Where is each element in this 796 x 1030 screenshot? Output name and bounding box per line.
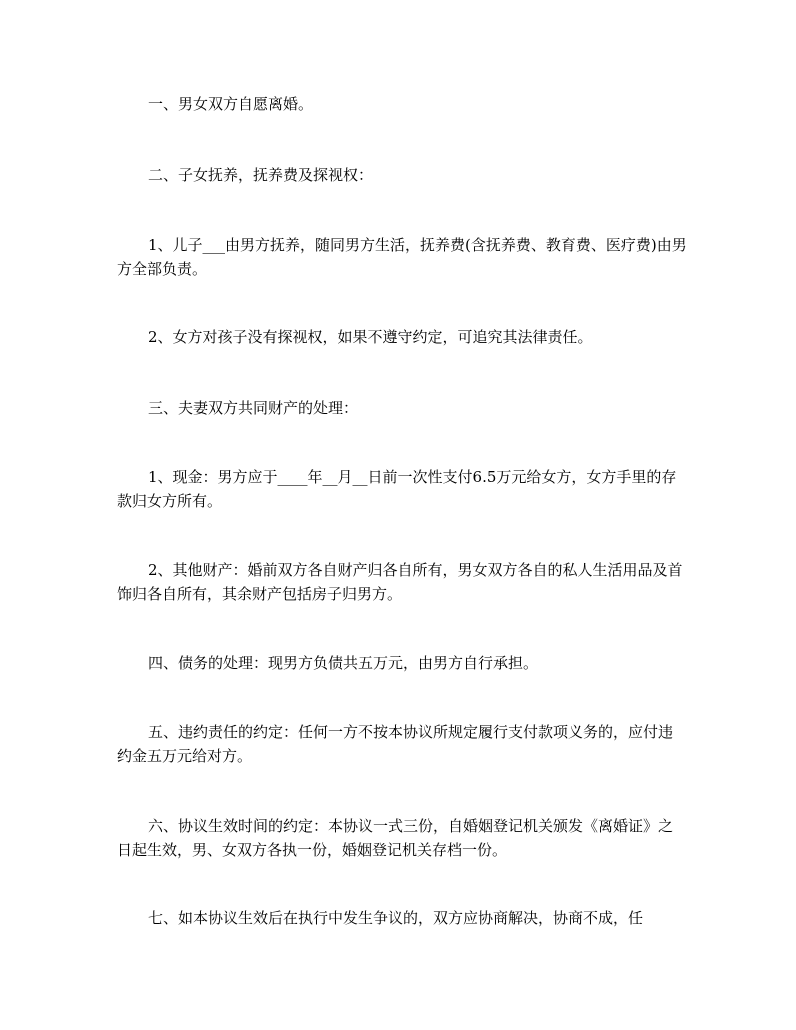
- paragraph-clause-3-2: 2、其他财产：婚前双方各自财产归各自所有，男女双方各自的私人生活用品及首饰归各自所有，其余财产包括房子归男方。: [117, 561, 683, 603]
- paragraph-clause-2-1: 1、儿子___由男方抚养，随同男方生活，抚养费(含抚养费、教育费、医疗费)由男方全部负责。: [117, 236, 687, 278]
- paragraph-clause-2: 二、子女抚养，抚养费及探视权：: [148, 166, 374, 184]
- paragraph-clause-1: 一、男女双方自愿离婚。: [148, 95, 314, 113]
- paragraph-clause-3-1: 1、现金：男方应于____年__月__日前一次性支付6.5万元给女方，女方手里的存款归女方所有。: [117, 468, 677, 510]
- paragraph-clause-7: 七、如本协议生效后在执行中发生争议的，双方应协商解决，协商不成，任: [148, 909, 644, 927]
- paragraph-clause-2-2: 2、女方对孩子没有探视权，如果不遵守约定，可追究其法律责任。: [148, 328, 593, 346]
- paragraph-clause-5: 五、违约责任的约定：任何一方不按本协议所规定履行支付款项义务的，应付违约金五万元给对方。: [117, 723, 674, 765]
- paragraph-clause-6: 六、协议生效时间的约定：本协议一式三份，自婚姻登记机关颁发《离婚证》之日起生效，男、女双方各执一份，婚姻登记机关存档一份。: [117, 817, 674, 859]
- paragraph-clause-3: 三、夫妻双方共同财产的处理：: [148, 399, 359, 417]
- paragraph-clause-4: 四、债务的处理：现男方负债共五万元，由男方自行承担。: [148, 654, 539, 672]
